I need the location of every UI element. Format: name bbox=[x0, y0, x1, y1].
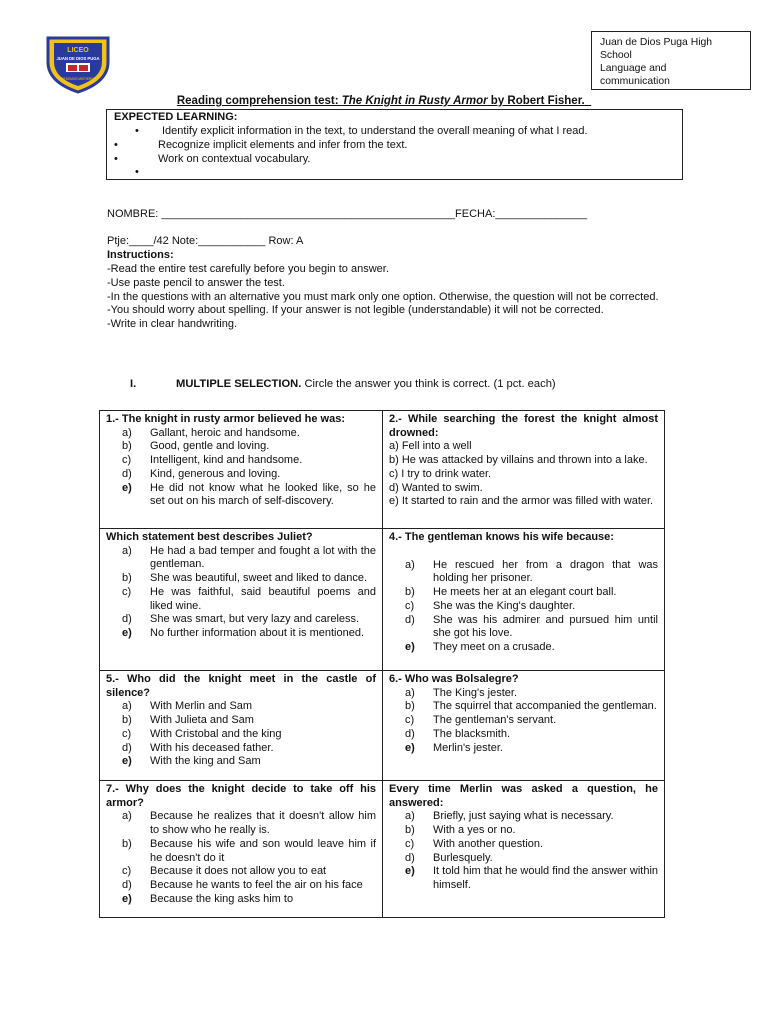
question-title: 7.- Why does the knight decide to take off his armor? bbox=[106, 783, 376, 809]
option-letter: a) bbox=[122, 426, 132, 439]
option-letter: e) bbox=[122, 626, 132, 639]
answer-option[interactable]: a) Fell into a well bbox=[389, 440, 472, 453]
learning-item: Recognize implicit elements and infer from the text. bbox=[158, 139, 408, 151]
answer-option[interactable] bbox=[106, 810, 376, 837]
answer-option[interactable]: d) Wanted to swim. bbox=[389, 481, 483, 494]
options-list bbox=[106, 427, 376, 509]
question-title: 5.- Who did the knight meet in the castle of silence? bbox=[106, 673, 376, 699]
question-cell bbox=[383, 529, 665, 671]
school-line: School bbox=[600, 50, 632, 61]
answer-option[interactable] bbox=[106, 440, 376, 454]
answer-option[interactable] bbox=[389, 614, 658, 641]
answer-option[interactable] bbox=[106, 482, 376, 509]
subject-line: communication bbox=[600, 76, 670, 87]
answer-option[interactable] bbox=[389, 586, 658, 600]
option-text: Because he wants to feel the air on his face bbox=[150, 878, 363, 891]
score-line[interactable]: Ptje:____/42 Note:___________ Row: A bbox=[107, 235, 304, 247]
bullet-icon: • bbox=[114, 153, 118, 165]
answer-option[interactable] bbox=[106, 879, 376, 893]
option-letter: a) bbox=[405, 810, 415, 823]
option-letter: b) bbox=[405, 824, 415, 837]
answer-option[interactable] bbox=[106, 545, 376, 572]
option-text: With a yes or no. bbox=[433, 824, 516, 837]
answer-option[interactable] bbox=[106, 468, 376, 482]
school-line: Juan de Dios Puga High bbox=[600, 37, 713, 48]
question-cell bbox=[100, 781, 383, 918]
option-letter: e) bbox=[122, 755, 132, 768]
option-letter: d) bbox=[122, 878, 132, 891]
option-letter: e) bbox=[405, 741, 415, 754]
subject-line: Language and bbox=[600, 63, 667, 74]
question-title: 2.- While searching the forest the knight almost drowned: bbox=[389, 413, 658, 439]
option-text: The gentleman's servant. bbox=[433, 714, 557, 727]
option-letter: b) bbox=[122, 440, 132, 453]
section-number: I. bbox=[130, 378, 137, 390]
title-prefix: Reading comprehension test: bbox=[176, 95, 342, 107]
answer-option[interactable] bbox=[389, 641, 658, 655]
question-title: 1.- The knight in rusty armor believed he was: bbox=[106, 413, 346, 425]
option-letter: a) bbox=[122, 544, 132, 557]
option-letter: c) bbox=[405, 837, 415, 850]
options-list bbox=[106, 810, 376, 906]
option-letter: a) bbox=[405, 686, 415, 699]
instructions-heading: Instructions: bbox=[107, 249, 174, 261]
logo-ring-text: JUAN DE DIOS PUGA bbox=[56, 56, 100, 61]
question-cell bbox=[100, 671, 383, 781]
option-letter: b) bbox=[122, 572, 132, 585]
answer-option[interactable] bbox=[389, 714, 658, 728]
question-cell bbox=[100, 529, 383, 671]
bullet-icon: • bbox=[135, 166, 139, 178]
answer-option[interactable] bbox=[106, 586, 376, 613]
option-letter: b) bbox=[122, 714, 132, 727]
option-letter: c) bbox=[405, 714, 415, 727]
school-info-box bbox=[591, 31, 751, 90]
option-text: The King's jester. bbox=[433, 686, 518, 699]
option-letter: a) bbox=[122, 700, 132, 713]
bullet-icon: • bbox=[114, 139, 118, 151]
answer-option[interactable] bbox=[106, 572, 376, 586]
section-text: Circle the answer you think is correct. (1 pct. each) bbox=[301, 378, 556, 390]
options-list bbox=[389, 687, 658, 756]
answer-option[interactable] bbox=[389, 865, 658, 892]
section-heading bbox=[130, 378, 556, 390]
option-text: The squirrel that accompanied the gentleman. bbox=[433, 700, 657, 713]
answer-option[interactable] bbox=[106, 728, 376, 742]
option-text: He rescued her from a dragon that was holding her prisoner. bbox=[433, 558, 658, 585]
option-text: With the king and Sam bbox=[150, 755, 261, 768]
option-text: He had a bad temper and fought a lot with the gentleman. bbox=[150, 544, 376, 571]
option-letter: e) bbox=[405, 640, 415, 653]
option-text: It told him that he would find the answer within himself. bbox=[433, 865, 659, 891]
options-list bbox=[389, 440, 658, 509]
answer-option[interactable] bbox=[389, 852, 658, 866]
option-text: Because it does not allow you to eat bbox=[150, 865, 327, 878]
option-text: With Julieta and Sam bbox=[150, 714, 254, 727]
option-text: They meet on a crusade. bbox=[433, 640, 555, 653]
answer-option[interactable] bbox=[106, 714, 376, 728]
answer-option[interactable] bbox=[106, 893, 376, 907]
option-letter: d) bbox=[405, 613, 415, 626]
option-text: He meets her at an elegant court ball. bbox=[433, 586, 617, 599]
answer-option[interactable] bbox=[106, 700, 376, 714]
option-text: She was his admirer and pursued him until she got his love. bbox=[433, 613, 658, 640]
option-text: Kind, generous and loving. bbox=[150, 467, 281, 480]
option-text: He was faithful, said beautiful poems and liked wine. bbox=[150, 585, 376, 612]
answer-option[interactable] bbox=[106, 742, 376, 756]
option-letter: b) bbox=[405, 700, 415, 713]
answer-option[interactable] bbox=[389, 600, 658, 614]
options-list bbox=[106, 545, 376, 641]
question-title: 6.- Who was Bolsalegre? bbox=[389, 673, 519, 685]
option-text: With Cristobal and the king bbox=[150, 727, 282, 740]
option-text: Good, gentle and loving. bbox=[150, 440, 270, 453]
option-letter: b) bbox=[405, 586, 415, 599]
answer-option[interactable] bbox=[106, 838, 376, 865]
expected-learning-heading: EXPECTED LEARNING: bbox=[114, 111, 238, 123]
question-cell bbox=[383, 781, 665, 918]
question-cell bbox=[383, 411, 665, 529]
learning-item: Identify explicit information in the text, to understand the overall meaning of what I read. bbox=[162, 125, 588, 137]
option-text: She was the King's daughter. bbox=[433, 599, 576, 612]
answer-option[interactable] bbox=[389, 700, 658, 714]
answer-option[interactable] bbox=[106, 613, 376, 627]
answer-option[interactable] bbox=[389, 559, 658, 586]
option-text: With another question. bbox=[433, 837, 544, 850]
option-text: The blacksmith. bbox=[433, 727, 511, 740]
option-text: Merlin's jester. bbox=[433, 741, 503, 754]
answer-option[interactable] bbox=[106, 865, 376, 879]
test-title bbox=[0, 95, 768, 107]
option-text: He did not know what he looked like, so he set out on his march of self-discovery. bbox=[150, 481, 376, 508]
option-letter: c) bbox=[405, 599, 415, 612]
options-list bbox=[389, 559, 658, 655]
options-list bbox=[106, 700, 376, 769]
option-letter: e) bbox=[122, 892, 132, 905]
instruction-item: -Use paste pencil to answer the test. bbox=[107, 276, 285, 289]
answer-option[interactable] bbox=[389, 687, 658, 701]
option-letter: c) bbox=[122, 727, 132, 740]
instruction-item: -Read the entire test carefully before you begin to answer. bbox=[107, 263, 389, 275]
school-logo bbox=[44, 34, 112, 94]
answer-option[interactable] bbox=[389, 728, 658, 742]
option-letter: a) bbox=[405, 558, 415, 571]
answer-option[interactable]: c) I try to drink water. bbox=[389, 467, 492, 480]
question-title: 4.- The gentleman knows his wife because: bbox=[389, 531, 614, 543]
question-cell bbox=[100, 411, 383, 529]
answer-option[interactable] bbox=[106, 755, 376, 769]
option-letter: e) bbox=[405, 865, 415, 878]
option-text: Gallant, heroic and handsome. bbox=[150, 426, 300, 439]
answer-option[interactable]: e) It started to rain and the armor was filled with water. bbox=[389, 495, 654, 508]
option-letter: d) bbox=[122, 613, 132, 626]
option-letter: d) bbox=[122, 467, 132, 480]
option-letter: c) bbox=[122, 865, 132, 878]
name-date-line[interactable]: NOMBRE: ________________________________________________FECHA:_______________ bbox=[107, 208, 588, 220]
instruction-item: -Write in clear handwriting. bbox=[107, 318, 238, 331]
section-title: MULTIPLE SELECTION. bbox=[176, 378, 302, 390]
option-text: Burlesquely. bbox=[433, 851, 493, 864]
answer-option[interactable] bbox=[106, 454, 376, 468]
option-letter: b) bbox=[122, 837, 132, 850]
option-letter: d) bbox=[405, 851, 415, 864]
option-letter: c) bbox=[122, 585, 132, 598]
option-text: She was smart, but very lazy and careless. bbox=[150, 613, 360, 626]
question-cell bbox=[383, 671, 665, 781]
option-letter: d) bbox=[405, 727, 415, 740]
title-author: by Robert Fisher._ bbox=[487, 95, 592, 107]
answer-option[interactable] bbox=[389, 824, 658, 838]
option-text: No further information about it is mentioned. bbox=[150, 626, 365, 639]
book-title: The Knight in Rusty Armor bbox=[341, 95, 488, 107]
answer-option[interactable] bbox=[389, 838, 658, 852]
logo-top-text: LICEO bbox=[67, 47, 89, 54]
option-letter: a) bbox=[122, 810, 132, 823]
answer-option[interactable] bbox=[389, 810, 658, 824]
option-text: Intelligent, kind and handsome. bbox=[150, 454, 303, 467]
learning-item: Work on contextual vocabulary. bbox=[158, 153, 311, 165]
option-text: Because he realizes that it doesn't allow him to show who he really is. bbox=[150, 810, 376, 837]
question-title: Every time Merlin was asked a question, he answered: bbox=[389, 783, 658, 809]
questions-table bbox=[99, 410, 665, 918]
answer-option[interactable] bbox=[106, 427, 376, 441]
option-text: Briefly, just saying what is necessary. bbox=[433, 810, 614, 823]
options-list bbox=[389, 810, 658, 892]
option-text: Because his wife and son would leave him if he doesn't do it bbox=[150, 837, 376, 864]
answer-option[interactable] bbox=[106, 627, 376, 641]
instruction-item: -In the questions with an alternative you must mark only one option. Otherwise, the question will not be corrected. bbox=[107, 290, 659, 303]
instruction-item: -You should worry about spelling. If your answer is not legible (understandable) it will not be corrected. bbox=[107, 304, 604, 317]
option-letter: d) bbox=[122, 741, 132, 754]
option-letter: c) bbox=[122, 454, 132, 467]
bullet-icon: • bbox=[135, 125, 139, 137]
answer-option[interactable]: b) He was attacked by villains and thrown into a lake. bbox=[389, 454, 648, 467]
answer-option[interactable] bbox=[389, 742, 658, 756]
logo-bottom-text: REDEMOS MISTIERIO bbox=[61, 77, 95, 81]
option-text: With Merlin and Sam bbox=[150, 700, 253, 713]
option-text: Because the king asks him to bbox=[150, 892, 294, 905]
option-text: She was beautiful, sweet and liked to dance. bbox=[150, 572, 368, 585]
option-text: With his deceased father. bbox=[150, 741, 274, 754]
expected-learning-box bbox=[106, 109, 683, 180]
instructions-list bbox=[107, 263, 660, 332]
question-title: Which statement best describes Juliet? bbox=[106, 531, 313, 543]
option-letter: e) bbox=[122, 481, 132, 494]
